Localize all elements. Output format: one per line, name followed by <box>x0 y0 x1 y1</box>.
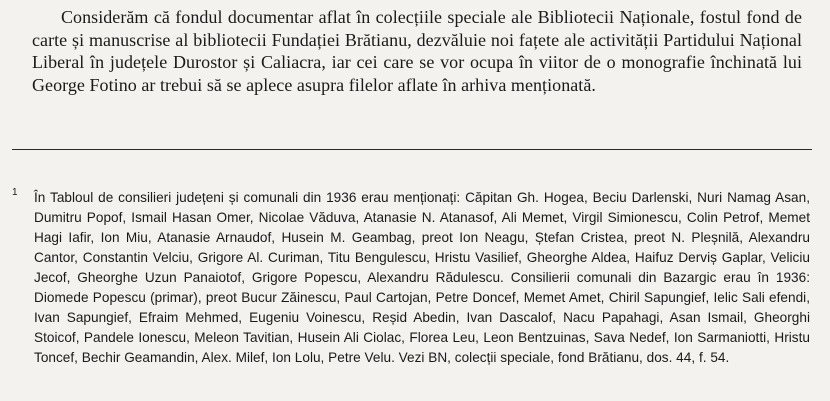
body-paragraph: Considerăm că fondul documentar aflat în colecțiile speciale ale Bibliotecii Naționale, fostul fond de carte și manuscrise al bibliotecii Fundației Brătianu, dezvăluie noi fațete ale activității Partidului Național Liberal în județele Durostor și Caliacra, iar cei care se vor ocupa în viitor de o monografie închinată lui George Fotino ar trebui să se aplece asupra filelor aflate în arhiva menționată. <box>32 7 802 95</box>
footnote-separator <box>12 149 812 150</box>
footnote-text: În Tabloul de consilieri județeni și comunali din 1936 erau menționați: Căpitan Gh. Hogea, Beciu Darlenski, Nuri Namag Asan, Dumitru Popof, Ismail Hasan Omer, Nicolae Văduva, Atanasie N. Atanasof, Ali Memet, Virgil Simionescu, Colin Petrof, Memet Hagi Iafir, Ion Miu, Atanasie Arnaudof, Husein M. Geambag, preot Ion Neagu, Ștefan Cristea, preot N. Pleșnilă, Alexandru Cantor, Constantin Velciu, Grigore Al. Curiman, Titu Bengulescu, Hristu Vasilief, Gheorghe Aldea, Haifuz Derviș Gaplar, Veliciu Jecof, Gheorghe Uzun Panaiotof, Grigore Popescu, Alexandru Rădulescu. Consilierii comunali din Bazargic erau în 1936: Diomede Popescu (primar), preot Bucur Zăinescu, Paul Cartojan, Petre Doncef, Memet Amet, Chiril Sapungief, Ielic Sali efendi, Ivan Sapungief, Efraim Mehmed, Eugeniu Voinescu, Reșid Abedin, Ivan Dascalof, Nacu Papahagi, Asan Ismail, Gheorghi Stoicof, Pandele Ionescu, Meleon Tavitian, Husein Ali Ciolac, Florea Leu, Leon Bentzuinas, Sava Nedef, Ion Sarmaniotti, Hristu Toncef, Bechir Geamandin, Alex. Milef, Ion Lolu, Petre Velu. Vezi BN, colecții speciale, fond Brătianu, dos. 44, f. 54. <box>34 190 810 365</box>
footnote-marker: 1 <box>12 187 18 198</box>
